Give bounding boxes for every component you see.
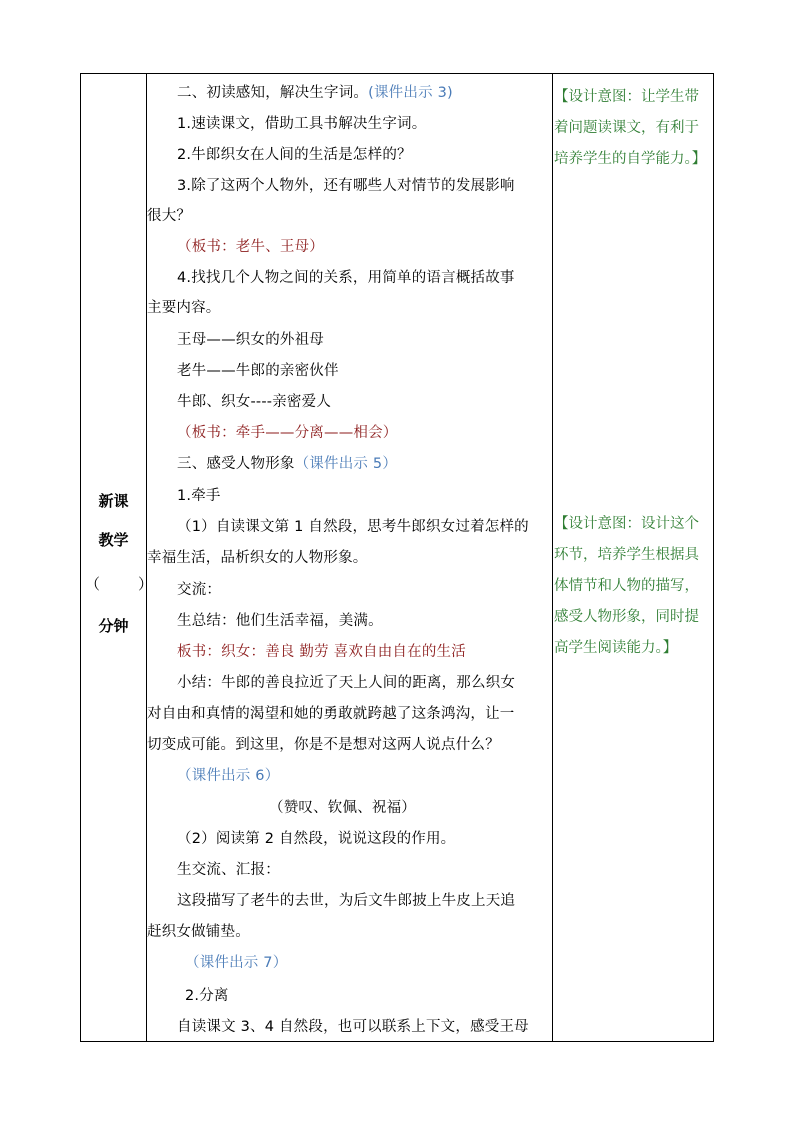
board-note-2: （板书：牵手——分离——相会） [177,425,398,441]
explanation-1: 这段描写了老牛的去世，为后文牛郎披上牛皮上天追 [177,893,516,909]
question-3-cont: 很大？ [147,208,192,224]
label-teaching: 教学 [98,531,129,549]
task-1: （1）自读课文第 1 自然段，思考牛郎织女过着怎样的 [177,519,529,535]
table-divider-2 [552,73,553,1042]
summary-1: 小结：牛郎的善良拉近了天上人间的距离，那么织女 [177,675,516,691]
table-border-right [713,73,714,1042]
explanation-2: 赶织女做铺垫。 [147,924,250,940]
question-4: 4.找找几个人物之间的关系，用简单的语言概括故事 [177,270,515,286]
task-3: 自读课文 3、4 自然段，也可以联系上下文，感受王母 [177,1019,529,1035]
question-4-cont: 主要内容。 [147,300,221,316]
feelings-list: （赞叹、钦佩、祝福） [269,800,416,816]
relation-3: 牛郎、织女----亲密爱人 [177,394,332,410]
task-1-cont: 幸福生活，品析织女的人物形象。 [147,550,368,566]
label-paren-close: ） [137,575,153,593]
summary-2: 对自由和真情的渴望和她的勇敢就跨越了这条鸿沟，让一 [147,706,515,722]
question-1: 1.速读课文，借助工具书解决生字词。 [177,116,427,132]
exchange-label: 交流： [177,582,222,598]
board-note-3: 板书：织女：善良 勤劳 喜欢自由自在的生活 [177,644,466,660]
label-paren-open: （ [85,575,101,593]
subheading-separation: 2.分离 [185,988,229,1004]
student-report: 生交流、汇报： [177,862,280,878]
summary-3: 切变成可能。到这里，你是不是想对这两人说点什么？ [147,737,500,753]
heading-characters: 三、感受人物形象（课件出示 5） [177,456,398,472]
lesson-content-cell [147,73,552,1042]
label-minutes: 分钟 [98,617,129,635]
question-2: 2.牛郎织女在人间的生活是怎样的？ [177,147,412,163]
task-2: （2）阅读第 2 自然段，说说这段的作用。 [177,831,456,847]
subheading-hold-hands: 1.牵手 [177,488,221,504]
student-summary: 生总结：他们生活幸福，美满。 [177,613,383,629]
label-new-lesson: 新课 [98,492,129,510]
courseware-7: （课件出示 7） [185,955,288,971]
heading-first-reading: 二、初读感知，解决生字词。(课件出示 3) [177,85,453,101]
section-label-cell [81,73,153,1042]
relation-2: 老牛——牛郎的亲密伙伴 [177,363,339,379]
board-note-1: （板书：老牛、王母） [177,239,324,255]
courseware-6: （课件出示 6） [177,768,280,784]
question-3: 3.除了这两个人物外，还有哪些人对情节的发展影响 [177,178,515,194]
relation-1: 王母——织女的外祖母 [177,332,324,348]
